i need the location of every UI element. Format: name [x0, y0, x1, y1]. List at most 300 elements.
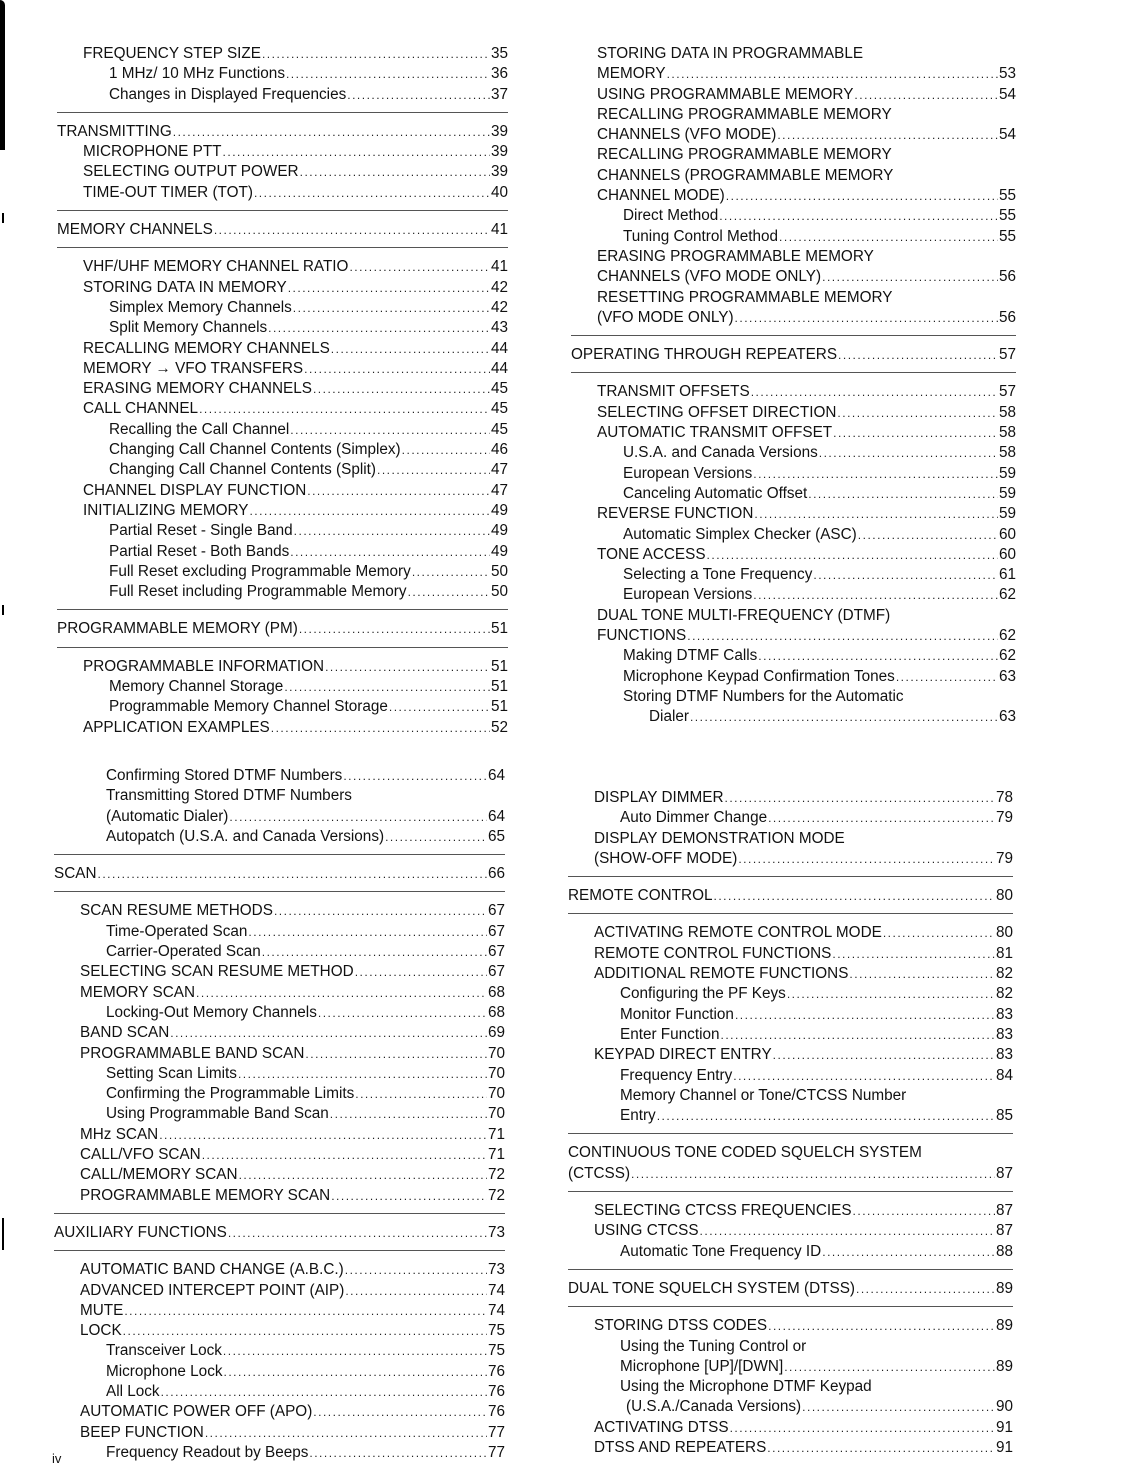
- toc-entry-label: Storing DTMF Numbers for the Automatic: [623, 687, 904, 705]
- toc-entry-label: CONTINUOUS TONE CODED SQUELCH SYSTEM: [568, 1144, 922, 1162]
- toc-entry-label: CHANNELS (VFO MODE ONLY): [597, 268, 822, 286]
- toc-subentry[interactable]: [54, 942, 505, 962]
- toc-entry-label: (CTCSS): [568, 1164, 631, 1182]
- toc-section-heading[interactable]: [568, 1164, 1013, 1184]
- toc-page-number: 35: [490, 45, 508, 62]
- toc-column-1: [57, 44, 508, 738]
- section-divider: [568, 876, 1013, 877]
- toc-entry-label: MEMORY CHANNELS: [57, 221, 213, 239]
- toc-page-number: 37: [490, 85, 508, 103]
- toc-entry-label: REMOTE CONTROL FUNCTIONS: [594, 944, 832, 962]
- toc-subentry[interactable]: [571, 565, 1016, 585]
- toc-subentry[interactable]: [57, 64, 508, 84]
- dot-leader: [690, 707, 998, 727]
- toc-entry[interactable]: [54, 1145, 505, 1165]
- dot-leader: [331, 1186, 487, 1206]
- toc-entry-label: TONE ACCESS: [597, 545, 706, 563]
- toc-entry[interactable]: [571, 626, 1016, 646]
- toc-subentry[interactable]: [571, 206, 1016, 226]
- toc-entry-label: Auto Dimmer Change: [620, 809, 768, 827]
- toc-page-number: 54: [998, 85, 1016, 103]
- toc-page-number: 45: [490, 380, 508, 398]
- toc-entry-label: Split Memory Channels: [109, 319, 268, 337]
- dot-leader: [733, 1066, 995, 1086]
- toc-entry-label: CHANNELS (VFO MODE): [597, 126, 777, 144]
- toc-entry[interactable]: [568, 1045, 1013, 1065]
- binding-edge-tick: [2, 213, 4, 223]
- toc-page-number: 83: [995, 1025, 1013, 1043]
- toc-entry-label: SCAN RESUME METHODS: [80, 902, 273, 920]
- toc-entry-label: KEYPAD DIRECT ENTRY: [594, 1046, 772, 1064]
- toc-section-heading[interactable]: [54, 864, 505, 884]
- toc-subentry[interactable]: [571, 443, 1016, 463]
- toc-section-heading[interactable]: [57, 220, 508, 240]
- section-divider: [57, 647, 508, 648]
- dot-leader: [720, 1025, 995, 1045]
- toc-page-number: 68: [487, 1003, 505, 1021]
- toc-page-number: 41: [490, 221, 508, 239]
- toc-page-number: 88: [995, 1242, 1013, 1260]
- toc-page-number: 53: [998, 65, 1016, 83]
- toc-subentry[interactable]: [568, 984, 1013, 1004]
- dot-leader: [229, 807, 487, 827]
- dot-leader: [124, 1301, 487, 1321]
- toc-entry-label: APPLICATION EXAMPLES: [83, 718, 270, 736]
- section-divider: [568, 1133, 1013, 1134]
- toc-entry[interactable]: [568, 944, 1013, 964]
- toc-subentry[interactable]: [568, 1106, 1013, 1126]
- toc-subentry[interactable]: [571, 525, 1016, 545]
- section-divider: [568, 1269, 1013, 1270]
- toc-entry-label: INITIALIZING MEMORY: [83, 501, 249, 519]
- toc-entry-label: USING PROGRAMMABLE MEMORY: [597, 85, 854, 103]
- section-divider: [568, 913, 1013, 914]
- toc-subentry[interactable]: [568, 1337, 1013, 1357]
- dot-leader: [738, 849, 995, 869]
- dot-leader: [224, 1362, 487, 1382]
- toc-entry-label: MUTE: [80, 1301, 124, 1319]
- toc-page-number: 61: [998, 566, 1016, 584]
- toc-page-number: 55: [998, 207, 1016, 225]
- toc-page-number: 89: [995, 1317, 1013, 1335]
- toc-entry-label: Direct Method: [623, 207, 719, 225]
- toc-entry-label: Microphone Lock: [106, 1362, 223, 1380]
- toc-subentry[interactable]: [54, 786, 505, 806]
- toc-entry[interactable]: [568, 1418, 1013, 1438]
- toc-page-number: 70: [487, 1085, 505, 1103]
- toc-entry[interactable]: [568, 849, 1013, 869]
- toc-subentry[interactable]: [54, 1341, 505, 1361]
- dot-leader: [896, 667, 998, 687]
- toc-page-number: 89: [995, 1357, 1013, 1375]
- toc-entry[interactable]: [571, 545, 1016, 565]
- toc-entry[interactable]: [57, 142, 508, 162]
- toc-entry-label: LOCK: [80, 1322, 122, 1340]
- toc-subentry[interactable]: [571, 646, 1016, 666]
- toc-page-number: 59: [998, 505, 1016, 523]
- dot-leader: [631, 1164, 995, 1184]
- toc-entry[interactable]: [568, 1221, 1013, 1241]
- toc-page-number: 79: [995, 849, 1013, 867]
- toc-entry-label: (U.S.A./Canada Versions): [626, 1398, 802, 1416]
- toc-subentry[interactable]: [54, 1064, 505, 1084]
- toc-subentry[interactable]: [571, 667, 1016, 687]
- toc-entry[interactable]: [54, 1023, 505, 1043]
- dot-leader: [787, 984, 995, 1004]
- toc-entry-label: Automatic Tone Frequency ID: [620, 1242, 822, 1260]
- dot-leader: [753, 464, 998, 484]
- section-divider: [54, 1213, 505, 1214]
- toc-page-number: 67: [487, 902, 505, 920]
- toc-entry[interactable]: [57, 481, 508, 501]
- toc-page-number: 36: [490, 65, 508, 83]
- toc-entry[interactable]: [54, 1423, 505, 1443]
- toc-section-heading[interactable]: [54, 1223, 505, 1243]
- toc-section-heading[interactable]: [57, 122, 508, 142]
- toc-entry-label: PROGRAMMABLE INFORMATION: [83, 657, 325, 675]
- toc-entry-label: Microphone [UP]/[DWN]: [620, 1357, 784, 1375]
- toc-page-number: 77: [487, 1423, 505, 1441]
- toc-subentry[interactable]: [57, 697, 508, 717]
- toc-entry-label: PROGRAMMABLE MEMORY SCAN: [80, 1186, 331, 1204]
- dot-leader: [355, 962, 487, 982]
- toc-page-number: 51: [490, 698, 508, 716]
- toc-entry[interactable]: [54, 1044, 505, 1064]
- toc-entry[interactable]: [54, 962, 505, 982]
- toc-entry-label: DTSS AND REPEATERS: [594, 1439, 767, 1457]
- toc-entry[interactable]: [54, 1125, 505, 1145]
- toc-subentry[interactable]: [568, 1397, 1013, 1417]
- dot-leader: [98, 864, 487, 884]
- dot-leader: [293, 298, 490, 318]
- dot-leader: [262, 942, 487, 962]
- toc-entry-label: AUTOMATIC TRANSMIT OFFSET: [597, 424, 833, 442]
- toc-subentry[interactable]: [54, 1084, 505, 1104]
- toc-subentry[interactable]: [54, 1104, 505, 1124]
- toc-subentry[interactable]: [568, 1242, 1013, 1262]
- toc-entry-label: Frequency Entry: [620, 1066, 733, 1084]
- toc-entry[interactable]: [571, 382, 1016, 402]
- toc-section-heading[interactable]: [571, 345, 1016, 365]
- toc-entry[interactable]: [571, 44, 1016, 64]
- dot-leader: [753, 585, 998, 605]
- toc-subentry[interactable]: [568, 1066, 1013, 1086]
- toc-entry[interactable]: [571, 403, 1016, 423]
- toc-entry-label: Using the Tuning Control or: [620, 1337, 807, 1355]
- toc-entry-label: DISPLAY DEMONSTRATION MODE: [594, 829, 845, 847]
- toc-entry[interactable]: [571, 145, 1016, 165]
- toc-entry[interactable]: [57, 718, 508, 738]
- toc-page-number: 59: [998, 484, 1016, 502]
- toc-section-heading[interactable]: [568, 1279, 1013, 1299]
- toc-entry[interactable]: [568, 788, 1013, 808]
- toc-subentry[interactable]: [568, 1086, 1013, 1106]
- toc-entry-label: Recalling the Call Channel: [109, 420, 290, 438]
- toc-subentry[interactable]: [571, 707, 1016, 727]
- toc-entry[interactable]: [57, 379, 508, 399]
- toc-page-number: 91: [995, 1439, 1013, 1457]
- toc-entry[interactable]: [571, 288, 1016, 308]
- toc-entry[interactable]: [57, 183, 508, 203]
- dot-leader: [667, 64, 998, 84]
- toc-entry[interactable]: [571, 166, 1016, 186]
- toc-entry[interactable]: [571, 85, 1016, 105]
- dot-leader: [307, 481, 490, 501]
- toc-page-number: 57: [998, 346, 1016, 364]
- toc-subentry[interactable]: [568, 1005, 1013, 1025]
- toc-entry-label: MHz SCAN: [80, 1125, 159, 1143]
- toc-entry-label: REMOTE CONTROL: [568, 887, 713, 905]
- dot-leader: [784, 1357, 995, 1377]
- dot-leader: [170, 1023, 487, 1043]
- toc-entry-label: SELECTING SCAN RESUME METHOD: [80, 963, 354, 981]
- toc-entry-label: RECALLING PROGRAMMABLE MEMORY: [597, 146, 892, 164]
- dot-leader: [349, 257, 490, 277]
- toc-entry-label: TRANSMIT OFFSETS: [597, 383, 750, 401]
- toc-entry-label: RECALLING PROGRAMMABLE MEMORY: [597, 105, 892, 123]
- toc-entry-label: DISPLAY DIMMER: [594, 789, 724, 806]
- dot-leader: [262, 44, 490, 64]
- toc-subentry[interactable]: [57, 440, 508, 460]
- toc-page-number: 44: [490, 359, 508, 377]
- toc-subentry[interactable]: [568, 808, 1013, 828]
- dot-leader: [345, 1260, 487, 1280]
- toc-subentry[interactable]: [57, 298, 508, 318]
- toc-entry[interactable]: [57, 44, 508, 64]
- toc-page-number: 87: [995, 1202, 1013, 1220]
- toc-entry[interactable]: [571, 105, 1016, 125]
- toc-entry-label: CALL/MEMORY SCAN: [80, 1166, 238, 1184]
- toc-page-number: 46: [490, 441, 508, 459]
- dot-leader: [223, 1341, 487, 1361]
- dot-leader: [355, 1084, 487, 1104]
- toc-entry-label: TIME-OUT TIMER (TOT): [83, 183, 253, 201]
- dot-leader: [408, 582, 490, 602]
- toc-subentry[interactable]: [54, 1362, 505, 1382]
- dot-leader: [290, 420, 490, 440]
- toc-entry[interactable]: [57, 278, 508, 298]
- dot-leader: [161, 1382, 487, 1402]
- toc-subentry[interactable]: [54, 766, 505, 786]
- toc-entry-label: MEMORY → VFO TRANSFERS: [83, 359, 304, 377]
- toc-section-heading[interactable]: [568, 886, 1013, 906]
- dot-leader: [730, 1418, 995, 1438]
- dot-leader: [331, 339, 490, 359]
- toc-subentry[interactable]: [57, 521, 508, 541]
- toc-page-number: 75: [487, 1322, 505, 1340]
- dot-leader: [202, 1145, 487, 1165]
- dot-leader: [288, 278, 490, 298]
- dot-leader: [412, 562, 490, 582]
- toc-entry[interactable]: [571, 267, 1016, 287]
- toc-page-number: 39: [490, 163, 508, 181]
- toc-entry-label: STORING DATA IN MEMORY: [83, 278, 287, 296]
- toc-subentry[interactable]: [57, 420, 508, 440]
- toc-page-number: 47: [490, 461, 508, 479]
- dot-leader: [347, 85, 490, 105]
- dot-leader: [758, 646, 998, 666]
- toc-page-number: 58: [998, 424, 1016, 442]
- dot-leader: [228, 1223, 487, 1243]
- toc-entry-label: OPERATING THROUGH REPEATERS: [571, 346, 838, 364]
- toc-subentry[interactable]: [571, 484, 1016, 504]
- dot-leader: [849, 964, 995, 984]
- toc-entry-label: CHANNEL MODE): [597, 187, 725, 205]
- toc-entry[interactable]: [568, 1438, 1013, 1458]
- toc-page-number: 51: [490, 657, 508, 675]
- toc-entry[interactable]: [54, 1186, 505, 1206]
- toc-entry-label: European Versions: [623, 464, 753, 482]
- toc-subentry[interactable]: [571, 687, 1016, 707]
- toc-page-number: 87: [995, 1222, 1013, 1240]
- toc-entry[interactable]: [57, 257, 508, 277]
- toc-page-number: 45: [490, 420, 508, 438]
- toc-entry[interactable]: [568, 1201, 1013, 1221]
- toc-entry[interactable]: [57, 162, 508, 182]
- toc-page-number: 66: [487, 865, 505, 883]
- toc-page-number: 70: [487, 1064, 505, 1082]
- toc-page-number: 78: [995, 789, 1013, 806]
- toc-subentry[interactable]: [571, 227, 1016, 247]
- toc-page-number: 74: [487, 1281, 505, 1299]
- toc-entry-label: TRANSMITTING: [57, 122, 172, 140]
- toc-page-number: 40: [490, 183, 508, 201]
- dot-leader: [248, 922, 487, 942]
- toc-entry-label: MEMORY: [597, 65, 666, 83]
- toc-subentry[interactable]: [568, 1377, 1013, 1397]
- toc-page-number: 59: [998, 464, 1016, 482]
- toc-entry[interactable]: [57, 657, 508, 677]
- toc-entry[interactable]: [568, 1316, 1013, 1336]
- toc-entry[interactable]: [54, 983, 505, 1003]
- toc-entry-label: Carrier-Operated Scan: [106, 943, 261, 961]
- toc-subentry[interactable]: [568, 1357, 1013, 1377]
- toc-entry[interactable]: [57, 501, 508, 521]
- toc-entry-label: DUAL TONE MULTI-FREQUENCY (DTMF): [597, 606, 891, 624]
- toc-subentry[interactable]: [57, 677, 508, 697]
- dot-leader: [284, 677, 490, 697]
- toc-subentry[interactable]: [54, 827, 505, 847]
- toc-subentry[interactable]: [54, 1443, 505, 1463]
- toc-entry[interactable]: [568, 923, 1013, 943]
- toc-entry-label: CHANNELS (PROGRAMMABLE MEMORY: [597, 166, 894, 184]
- toc-section-heading[interactable]: [568, 1143, 1013, 1163]
- toc-entry-label: Autopatch (U.S.A. and Canada Versions): [106, 827, 385, 845]
- toc-entry[interactable]: [568, 964, 1013, 984]
- toc-entry[interactable]: [54, 1165, 505, 1185]
- dot-leader: [858, 525, 998, 545]
- toc-subentry[interactable]: [54, 922, 505, 942]
- toc-subentry[interactable]: [57, 562, 508, 582]
- toc-entry[interactable]: [571, 308, 1016, 328]
- toc-entry[interactable]: [54, 1301, 505, 1321]
- toc-page-number: 47: [490, 481, 508, 499]
- toc-subentry[interactable]: [57, 318, 508, 338]
- toc-subentry[interactable]: [54, 1003, 505, 1023]
- toc-entry[interactable]: [54, 1321, 505, 1341]
- toc-column-4: [568, 788, 1013, 1458]
- toc-page-number: 45: [490, 400, 508, 418]
- toc-entry[interactable]: [571, 247, 1016, 267]
- dot-leader: [700, 1221, 995, 1241]
- toc-entry-label: European Versions: [623, 586, 753, 604]
- toc-entry-label: PROGRAMMABLE MEMORY (PM): [57, 620, 298, 638]
- toc-page-number: 82: [995, 985, 1013, 1003]
- toc-entry-label: Programmable Memory Channel Storage: [109, 698, 388, 716]
- toc-page-number: 89: [995, 1279, 1013, 1297]
- toc-subentry[interactable]: [57, 460, 508, 480]
- dot-leader: [223, 142, 490, 162]
- toc-subentry[interactable]: [571, 585, 1016, 605]
- toc-entry[interactable]: [57, 339, 508, 359]
- toc-entry[interactable]: [571, 125, 1016, 145]
- toc-page-number: 58: [998, 444, 1016, 462]
- toc-entry-label: CALL/VFO SCAN: [80, 1146, 201, 1164]
- toc-entry[interactable]: [571, 504, 1016, 524]
- toc-entry-label: Full Reset including Programmable Memory: [109, 583, 407, 601]
- dot-leader: [274, 901, 487, 921]
- toc-entry[interactable]: [57, 359, 508, 379]
- toc-entry[interactable]: [54, 1281, 505, 1301]
- dot-leader: [808, 484, 998, 504]
- toc-entry[interactable]: [54, 1260, 505, 1280]
- toc-entry[interactable]: [568, 829, 1013, 849]
- toc-subentry[interactable]: [568, 1025, 1013, 1045]
- toc-subentry[interactable]: [57, 582, 508, 602]
- dot-leader: [173, 122, 490, 142]
- toc-entry-label: SELECTING OFFSET DIRECTION: [597, 403, 837, 421]
- toc-entry-label: USING CTCSS: [594, 1222, 699, 1240]
- dot-leader: [345, 1281, 487, 1301]
- dot-leader: [779, 227, 998, 247]
- toc-page-number: 50: [490, 562, 508, 580]
- toc-page-number: 76: [487, 1403, 505, 1421]
- toc-page-number: 87: [995, 1164, 1013, 1182]
- toc-entry[interactable]: [54, 1402, 505, 1422]
- toc-subentry[interactable]: [54, 1382, 505, 1402]
- toc-section-heading[interactable]: [57, 619, 508, 639]
- toc-subentry[interactable]: [57, 85, 508, 105]
- toc-subentry[interactable]: [57, 542, 508, 562]
- toc-page-number: 76: [487, 1362, 505, 1380]
- toc-entry[interactable]: [57, 399, 508, 419]
- toc-entry-label: Automatic Simplex Checker (ASC): [623, 525, 857, 543]
- dot-leader: [254, 183, 490, 203]
- dot-leader: [300, 162, 490, 182]
- toc-page-number: 49: [490, 501, 508, 519]
- toc-entry[interactable]: [571, 186, 1016, 206]
- toc-entry[interactable]: [54, 901, 505, 921]
- toc-entry[interactable]: [571, 64, 1016, 84]
- dot-leader: [214, 220, 490, 240]
- toc-subentry[interactable]: [571, 464, 1016, 484]
- dot-leader: [687, 626, 998, 646]
- toc-entry-label: U.S.A. and Canada Versions: [623, 444, 818, 462]
- toc-entry-label: Dialer: [649, 708, 689, 726]
- dot-leader: [822, 1242, 995, 1262]
- toc-entry[interactable]: [571, 606, 1016, 626]
- toc-page-number: 73: [487, 1223, 505, 1241]
- dot-leader: [713, 886, 995, 906]
- toc-subentry[interactable]: [54, 807, 505, 827]
- toc-page-number: 62: [998, 647, 1016, 665]
- section-divider: [54, 854, 505, 855]
- toc-entry[interactable]: [571, 423, 1016, 443]
- dot-leader: [199, 399, 490, 419]
- toc-page-number: 76: [487, 1383, 505, 1401]
- toc-entry-label: 1 MHz/ 10 MHz Functions: [109, 65, 285, 83]
- section-divider: [57, 112, 508, 113]
